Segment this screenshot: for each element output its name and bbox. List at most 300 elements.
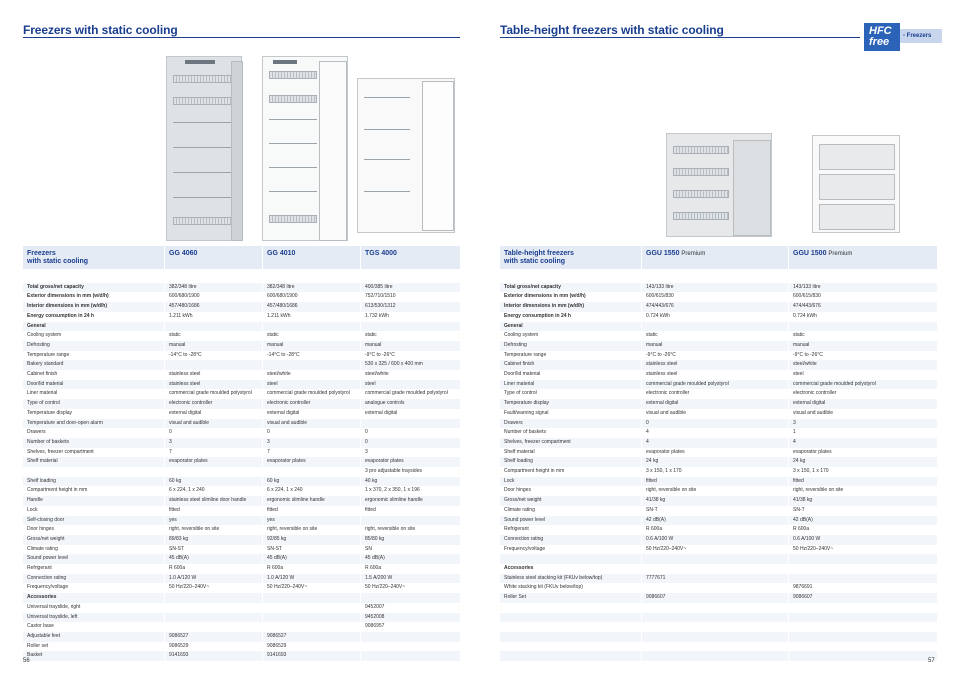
spec-label: Lock [27, 506, 38, 513]
model-suffix: Premium [828, 251, 853, 257]
spec-value: yes [263, 516, 360, 526]
spec-label: Adjustable feet [23, 632, 164, 642]
spec-value: 41/38 kg [789, 496, 937, 506]
spec-value [642, 613, 788, 623]
spec-label [500, 632, 641, 642]
spec-value: right, reversible on site [365, 526, 416, 533]
spec-value: 9452008 [361, 613, 460, 623]
spec-label: Defrosting [23, 341, 164, 351]
spec-label: Sound power level [500, 516, 641, 526]
spec-label: Temperature display [27, 409, 73, 416]
spec-label: Lock [500, 477, 641, 487]
spec-value: 1 x 370, 2 x 350, 1 x 196 [365, 487, 420, 494]
spec-label: Shelf material [23, 457, 164, 467]
spec-value: -14°C to -28°C [169, 351, 202, 358]
spec-label: Refrigerant [504, 526, 529, 533]
spec-label: Compartment height in mm [27, 487, 88, 494]
spec-value: fitted [365, 506, 376, 513]
spec-value: stainless steel [169, 371, 201, 377]
spec-value: R 600a [169, 565, 186, 571]
spec-value: 60 kg [263, 477, 360, 487]
spec-value: fitted [789, 477, 937, 487]
spec-label: Shelves, freezer compartment [500, 438, 641, 448]
spec-label: Gross/net weight [23, 535, 164, 545]
spec-label: Total gross/net capacity [23, 283, 164, 293]
spec-value: 0 [267, 429, 270, 436]
spec-label: Climate rating [27, 545, 58, 552]
spec-value: external digital [365, 409, 398, 416]
spec-value: static [365, 332, 377, 339]
spec-value [789, 322, 937, 332]
spec-value: electronic controller [263, 399, 360, 409]
spec-label [23, 273, 164, 283]
spec-label: Energy consumption in 24 h [27, 312, 94, 319]
spec-value [165, 613, 262, 623]
spec-label: Fault/warning signal [504, 409, 549, 416]
spec-label: Castor base [27, 623, 54, 630]
spec-value [789, 564, 937, 574]
hfc-free-logo [864, 23, 942, 51]
spec-value: static [169, 332, 181, 339]
spec-value: evaporator plates [263, 457, 360, 467]
spec-value [165, 593, 262, 603]
spec-value: electronic controller [646, 390, 690, 397]
right-page-title: Table-height freezers with static cooling [500, 23, 724, 37]
spec-label: Type of control [23, 399, 164, 409]
spec-value: manual [263, 341, 360, 351]
spec-label: Exterior dimensions in mm (w/d/h) [27, 293, 109, 300]
spec-value: 4 [789, 438, 937, 448]
spec-label: Roller set [27, 642, 49, 649]
spec-value: 1.0 A/120 W [165, 574, 262, 584]
spec-value: steel [361, 380, 460, 390]
spec-value: evaporator plates [165, 457, 262, 467]
right-model-header [642, 246, 788, 269]
spec-value: electronic controller [793, 390, 837, 397]
spec-value: 457/480/1686 [165, 302, 262, 312]
spec-value: 0 [169, 429, 172, 436]
spec-label: Cooling system [504, 332, 539, 339]
spec-value: 1.211 kWh [169, 312, 193, 319]
spec-value: 45 dB(A) [361, 554, 460, 564]
spec-value: steel/white [789, 360, 937, 370]
spec-value: static [646, 332, 658, 339]
right-title-rule [500, 37, 860, 38]
spec-value [789, 273, 937, 283]
spec-value [165, 467, 262, 477]
spec-value: evaporator plates [361, 457, 460, 467]
spec-value: 0 [361, 438, 460, 448]
spec-label: Cooling system [27, 332, 62, 339]
spec-label: Climate rating [504, 506, 535, 513]
spec-value: ergonomic slimline handle [361, 496, 460, 506]
spec-value: right, reversible on site [267, 526, 318, 533]
spec-value: 50 Hz/220–240V~ [646, 545, 687, 552]
spec-value: 1.0 A/120 W [263, 574, 360, 584]
spec-value [361, 651, 460, 661]
spec-value: external digital [169, 409, 202, 416]
spec-label: Interior dimensions in mm (w/d/h) [500, 302, 641, 312]
spec-label: Temperature display [500, 399, 641, 409]
spec-value [789, 603, 937, 613]
spec-value: commercial grade moulded polystyrol [169, 390, 252, 397]
spec-value: 0 [642, 419, 788, 429]
spec-value: 9086607 [789, 593, 937, 603]
spec-label: Door hinges [504, 487, 531, 494]
spec-value [361, 322, 460, 332]
gg4060-photo [166, 56, 242, 241]
spec-label: Drawers [500, 419, 641, 429]
spec-value [789, 632, 937, 642]
spec-label: Temperature and door-open alarm [23, 419, 164, 429]
spec-value [263, 322, 360, 332]
spec-value [642, 564, 788, 574]
spec-value: 42 dB(A) [789, 516, 937, 526]
spec-value [165, 360, 262, 370]
spec-value: 40 kg [361, 477, 460, 487]
spec-value [263, 603, 360, 613]
spec-value: 0.724 kWh [793, 312, 817, 319]
spec-label: Type of control [504, 390, 537, 397]
spec-value: 6 x 224, 1 x 240 [267, 487, 303, 494]
spec-label [500, 554, 641, 564]
spec-value: visual and audible [165, 419, 262, 429]
spec-label: Cabinet finish [500, 360, 641, 370]
spec-value: 0.724 kWh [646, 312, 670, 319]
spec-label: Bakery standard [23, 360, 164, 370]
spec-value: 1.5 A/200 W [361, 574, 460, 584]
spec-label [23, 467, 164, 477]
spec-value: 752/710/1510 [365, 293, 396, 300]
spec-value [263, 467, 360, 477]
spec-value: R 600a [646, 526, 663, 533]
spec-value: manual [642, 341, 788, 351]
spec-value: 45 dB(A) [165, 554, 262, 564]
spec-value: fitted [169, 506, 180, 513]
spec-label: Basket [23, 651, 164, 661]
spec-value: electronic controller [165, 399, 262, 409]
spec-value [165, 322, 262, 332]
spec-value: R 600a [793, 526, 810, 533]
model-suffix: Premium [681, 251, 706, 257]
spec-label: Roller Set [500, 593, 641, 603]
spec-value: SN-ST [267, 545, 282, 552]
spec-value: 613/530/1312 [361, 302, 460, 312]
spec-value: 530 x 325 / 600 x 400 mm [361, 360, 460, 370]
hfc-free-badge [864, 23, 900, 51]
spec-value [361, 419, 460, 429]
spec-label: Sound power level [23, 554, 164, 564]
spec-label: Defrosting [500, 341, 641, 351]
spec-value: 1.211 kWh [267, 312, 291, 319]
spec-value: 41/38 kg [642, 496, 788, 506]
spec-value: external digital [789, 399, 937, 409]
spec-value [789, 554, 937, 564]
spec-value: analogue controls [361, 399, 460, 409]
spec-label: Temperature range [504, 351, 547, 358]
left-header-label: Freezers with static cooling [23, 246, 164, 269]
spec-label: Number of baskets [504, 429, 546, 436]
spec-value: 3 [789, 419, 937, 429]
spec-value: manual [789, 341, 937, 351]
spec-label [500, 603, 641, 613]
spec-label: Accessories [504, 565, 534, 571]
spec-label: Stainless steel stacking kit (FKUv below/top) [500, 574, 641, 584]
spec-value: 9086957 [365, 623, 385, 630]
spec-value: 474/443/676 [642, 302, 788, 312]
spec-label [500, 651, 641, 661]
spec-label: General [500, 322, 641, 332]
tgs4000-photo [357, 78, 455, 233]
spec-value: 50 Hz/220–240V~ [169, 584, 210, 591]
spec-value: 89/83 kg [165, 535, 262, 545]
spec-label: Shelf material [504, 448, 535, 455]
spec-label: Connection rating [23, 574, 164, 584]
spec-value: -9°C to -26°C [646, 351, 676, 358]
spec-value [642, 651, 788, 661]
spec-value: manual [165, 341, 262, 351]
spec-label: Total gross/net capacity [500, 283, 641, 293]
spec-value: static [793, 332, 805, 339]
spec-value: manual [361, 341, 460, 351]
spec-label: Liner material [27, 390, 58, 397]
spec-value: 85/80 kg [361, 535, 460, 545]
spec-value [165, 273, 262, 283]
spec-value: 382/348 litre [165, 283, 262, 293]
spec-value: 0.6 A/100 W [642, 535, 788, 545]
left-model-header [165, 246, 262, 269]
logo-tag: - Freezers [900, 29, 942, 43]
spec-value: 50 Hz/220–240V~ [793, 545, 834, 552]
spec-value: SN [365, 545, 372, 552]
spec-label: Liner material [500, 380, 641, 390]
spec-value [263, 613, 360, 623]
spec-label [500, 613, 641, 623]
spec-value: external digital [642, 399, 788, 409]
spec-value: 50 Hz/220–240V~ [267, 584, 308, 591]
spec-value [789, 642, 937, 652]
spec-label: Handle [23, 496, 164, 506]
spec-value [263, 273, 360, 283]
right-header-label: Table-height freezers with static cooling [500, 246, 641, 269]
model-name: TGS 4000 [365, 250, 397, 257]
spec-value: SN-T [793, 506, 805, 513]
page-number-right: 57 [928, 658, 935, 664]
spec-label: Door hinges [27, 526, 54, 533]
left-title-rule [23, 37, 460, 38]
spec-label: Door/lid material [504, 371, 541, 377]
spec-value: 45 dB(A) [263, 554, 360, 564]
spec-value: 600/615/830 [646, 293, 674, 300]
spec-value: 9141693 [165, 651, 262, 661]
model-name: GGU 1500 [793, 250, 827, 257]
spec-value: 9141693 [263, 651, 360, 661]
spec-label: Frequency/voltage [504, 545, 546, 552]
spec-value: 4 [646, 429, 649, 436]
spec-label [500, 273, 641, 283]
spec-value: evaporator plates [793, 448, 832, 455]
spec-label [500, 622, 641, 632]
spec-value: 3 x 150, 1 x 170 [793, 468, 829, 474]
spec-label: Universal trayslide, right [27, 603, 81, 610]
spec-label: Compartment height in mm [504, 468, 565, 474]
logo-line1: HFC [869, 25, 892, 37]
spec-value [642, 622, 788, 632]
spec-value [361, 642, 460, 652]
spec-value [361, 516, 460, 526]
spec-value: fitted [642, 477, 788, 487]
spec-value: 24 kg [789, 457, 937, 467]
spec-value: 6 x 224, 1 x 240 [169, 487, 205, 494]
spec-value: commercial grade moulded polystyrol [789, 380, 937, 390]
spec-label: White stacking kit (FKUv below/top) [504, 584, 583, 591]
spec-value: visual and audible [646, 409, 687, 416]
logo-line2: free [869, 36, 890, 48]
spec-value: stainless steel [646, 371, 678, 377]
spec-label: Frequency/voltage [27, 584, 69, 591]
spec-value: right, reversible on site [646, 487, 697, 494]
spec-label: Shelf loading [23, 477, 164, 487]
spec-label: Gross/net weight [500, 496, 641, 506]
spec-value: 474/443/676 [789, 302, 937, 312]
spec-value: 3 [165, 438, 262, 448]
spec-value: 143/133 litre [642, 283, 788, 293]
spec-label: Shelf loading [500, 457, 641, 467]
spec-value: right, reversible on site [793, 487, 844, 494]
spec-value: SN-T [646, 506, 658, 513]
model-name: GGU 1550 [646, 250, 680, 257]
spec-label: Cabinet finish [27, 371, 58, 377]
spec-label: Universal trayslide, left [23, 613, 164, 623]
spec-value [165, 622, 262, 632]
spec-label: Self-closing door [23, 516, 164, 526]
spec-value: 3 [365, 448, 368, 455]
spec-value [263, 622, 360, 632]
spec-value: commercial grade moulded polystyrol [642, 380, 788, 390]
spec-label: Exterior dimensions in mm (w/d/h) [504, 293, 586, 300]
spec-value: -9°C to -26°C [793, 351, 823, 358]
spec-value: 3 pro adjustable traysides [365, 468, 422, 474]
spec-value [263, 593, 360, 603]
spec-value: visual and audible [793, 409, 834, 416]
spec-value: ergonomic slimline handle [263, 496, 360, 506]
spec-value [642, 322, 788, 332]
spec-label: General [23, 322, 164, 332]
spec-value [361, 273, 460, 283]
spec-value: evaporator plates [646, 448, 685, 455]
spec-value: 3 [263, 438, 360, 448]
spec-value [263, 360, 360, 370]
spec-value: 7 [169, 448, 172, 455]
spec-label: Number of baskets [23, 438, 164, 448]
spec-value: 600/680/1900 [267, 293, 298, 300]
spec-value: stainless steel slimline door handle [165, 496, 262, 506]
spec-value [642, 632, 788, 642]
spec-value [789, 574, 937, 584]
left-model-header [263, 246, 360, 269]
spec-label: Refrigerant [27, 565, 52, 571]
spec-value: stainless steel [165, 380, 262, 390]
spec-value: right, reversible on site [169, 526, 220, 533]
spec-value: 9086529 [169, 642, 189, 649]
spec-value: R 600a [365, 565, 382, 571]
right-model-header [789, 246, 937, 269]
spec-value [165, 603, 262, 613]
model-name: GG 4060 [169, 250, 198, 257]
spec-value: 143/133 litre [789, 283, 937, 293]
spec-value: 92/85 kg [263, 535, 360, 545]
spec-value: 7777671 [642, 574, 788, 584]
spec-value [789, 622, 937, 632]
spec-value: -14°C to -28°C [267, 351, 300, 358]
spec-value [789, 651, 937, 661]
spec-value: visual and audible [263, 419, 360, 429]
spec-value [642, 642, 788, 652]
spec-value [361, 593, 460, 603]
spec-value [642, 273, 788, 283]
spec-label: Drawers [27, 429, 46, 436]
gg4010-photo [262, 56, 348, 241]
left-model-header [361, 246, 460, 269]
spec-value: 382/348 litre [263, 283, 360, 293]
spec-label: Temperature range [27, 351, 70, 358]
spec-value: 60 kg [165, 477, 262, 487]
spec-value [642, 583, 788, 593]
spec-value [642, 603, 788, 613]
spec-label: Energy consumption in 24 h [504, 312, 571, 319]
spec-label: Connection rating [500, 535, 641, 545]
ggu1550-photo [666, 133, 772, 237]
spec-value: 24 kg [642, 457, 788, 467]
spec-value: 9086527 [165, 632, 262, 642]
model-name: GG 4010 [267, 250, 296, 257]
spec-value: 42 dB(A) [642, 516, 788, 526]
spec-label: Door/lid material [23, 380, 164, 390]
spec-value: 600/615/830 [793, 293, 821, 300]
spec-value: 50 Hz/220–240V~ [365, 584, 406, 591]
spec-value: commercial grade moulded polystyrol [365, 390, 448, 397]
spec-label [500, 642, 641, 652]
spec-value [361, 632, 460, 642]
spec-value: 9876691 [793, 584, 813, 591]
spec-value: 9086529 [267, 642, 287, 649]
spec-value: 3 x 150, 1 x 170 [646, 468, 682, 474]
spec-value: stainless steel [642, 360, 788, 370]
spec-value: 9086527 [263, 632, 360, 642]
spec-value: 400/385 litre [361, 283, 460, 293]
spec-value: static [267, 332, 279, 339]
spec-value: fitted [267, 506, 278, 513]
spec-value: external digital [267, 409, 300, 416]
spec-value: 600/680/1900 [169, 293, 200, 300]
spec-value: commercial grade moulded polystyrol [267, 390, 350, 397]
spec-value: 457/480/1686 [263, 302, 360, 312]
spec-label: Interior dimensions in mm (w/d/h) [23, 302, 164, 312]
spec-value [642, 554, 788, 564]
spec-value: 1.732 kWh [365, 312, 389, 319]
spec-value: 9452007 [365, 603, 385, 610]
spec-value: 4 [642, 438, 788, 448]
spec-value: steel [793, 371, 804, 377]
left-page-title: Freezers with static cooling [23, 23, 178, 37]
spec-value: SN-ST [169, 545, 184, 552]
spec-value: steel/white [365, 371, 389, 377]
spec-value: steel/white [267, 371, 291, 377]
spec-value: 0.6 A/100 W [789, 535, 937, 545]
spec-value: 1 [793, 429, 796, 436]
spec-label: Accessories [23, 593, 164, 603]
ggu1500-photo [812, 135, 900, 233]
